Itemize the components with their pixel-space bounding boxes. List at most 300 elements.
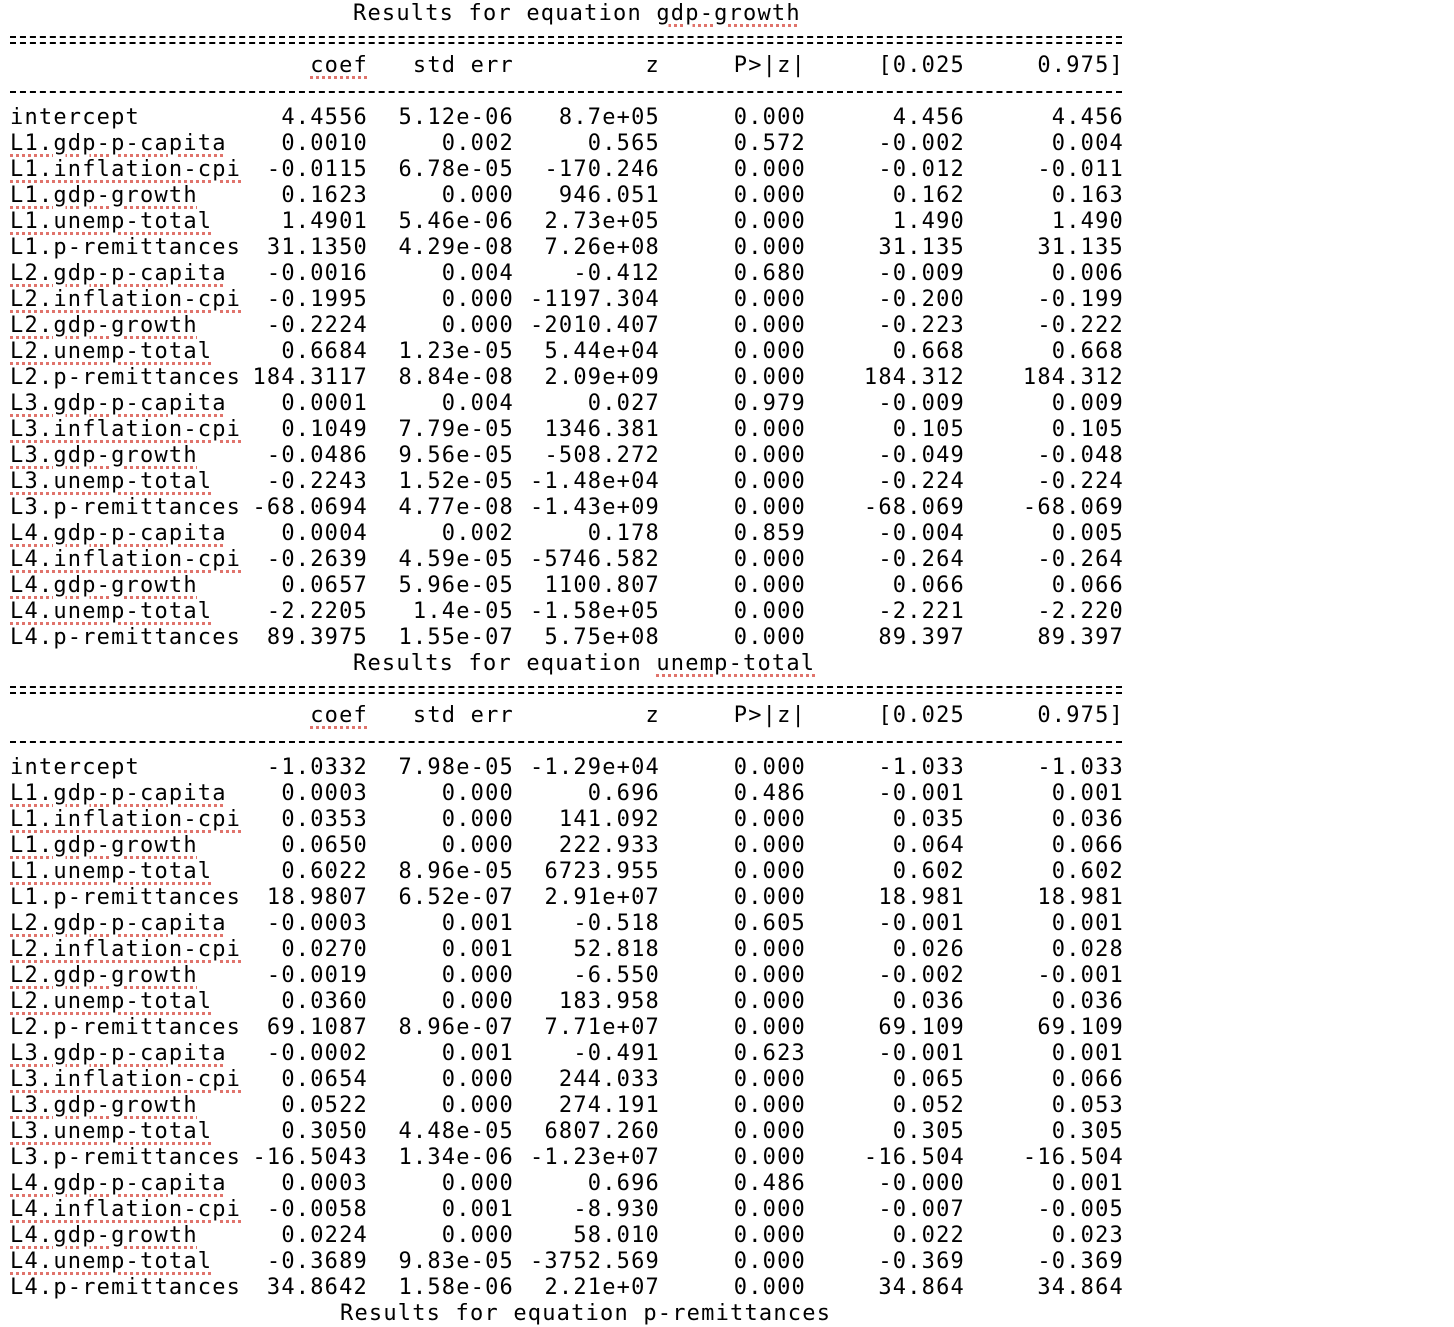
std-err-value: 0.001 xyxy=(441,937,514,962)
z-value: 1346.381 xyxy=(544,417,660,442)
table-row xyxy=(10,833,1124,859)
ci-high-value: 0.066 xyxy=(1051,833,1124,858)
table-row xyxy=(10,209,1124,235)
table-row xyxy=(10,911,1124,937)
std-err-value: 0.002 xyxy=(441,521,514,546)
coef-value: 4.4556 xyxy=(281,105,368,130)
coef-value: -0.0019 xyxy=(266,963,368,988)
ci-high-value: 89.397 xyxy=(1037,625,1124,650)
std-err-value: 0.000 xyxy=(441,1067,514,1092)
coef-value: 31.1350 xyxy=(266,235,368,260)
ci-high-value: -2.220 xyxy=(1037,599,1124,624)
variable-name xyxy=(10,313,240,339)
ci-high-value: 31.135 xyxy=(1037,235,1124,260)
table-row xyxy=(10,287,1124,313)
ci-high-value: 0.668 xyxy=(1051,339,1124,364)
single-rule xyxy=(10,729,1122,755)
ci-low-value: -0.000 xyxy=(878,1171,965,1196)
p-value: 0.000 xyxy=(733,1015,806,1040)
std-err-value: 0.000 xyxy=(441,833,514,858)
ci-low-value: 0.064 xyxy=(892,833,965,858)
ci-low-value: 89.397 xyxy=(878,625,965,650)
ci-low-value: 0.052 xyxy=(892,1093,965,1118)
variable-name-text: L3.gdp-p-capita xyxy=(10,1041,227,1066)
table-row xyxy=(10,1093,1124,1119)
std-err-value: 1.4e-05 xyxy=(412,599,514,624)
table-row xyxy=(10,885,1124,911)
regression-results-output xyxy=(10,1,1124,1327)
p-value: 0.000 xyxy=(733,157,806,182)
variable-name-text: L4.gdp-p-capita xyxy=(10,1171,227,1196)
p-value: 0.000 xyxy=(733,287,806,312)
ci-high-value: 34.864 xyxy=(1037,1275,1124,1300)
z-value: -6.550 xyxy=(573,963,660,988)
variable-name xyxy=(10,989,240,1015)
p-value: 0.000 xyxy=(733,235,806,260)
table-header xyxy=(10,53,1124,79)
z-value: 5.44e+04 xyxy=(544,339,660,364)
ci-high-value: -0.005 xyxy=(1037,1197,1124,1222)
variable-name-text: L4.gdp-growth xyxy=(10,573,198,598)
ci-low-value: 184.312 xyxy=(863,365,965,390)
ci-low-value: -0.200 xyxy=(878,287,965,312)
p-value: 0.486 xyxy=(733,781,806,806)
std-err-value: 1.58e-06 xyxy=(398,1275,514,1300)
z-value: 0.696 xyxy=(587,1171,660,1196)
variable-name xyxy=(10,937,240,963)
variable-name xyxy=(10,755,240,781)
variable-name xyxy=(10,183,240,209)
z-value: -2010.407 xyxy=(529,313,660,338)
table-row xyxy=(10,1041,1124,1067)
coef-value: -0.2639 xyxy=(266,547,368,572)
p-value: 0.000 xyxy=(733,183,806,208)
table-row xyxy=(10,1067,1124,1093)
ci-low-value: -0.007 xyxy=(878,1197,965,1222)
ci-high-value: -0.011 xyxy=(1037,157,1124,182)
variable-name xyxy=(10,859,240,885)
table-row xyxy=(10,599,1124,625)
coef-value: -68.0694 xyxy=(252,495,368,520)
variable-name xyxy=(10,573,240,599)
ci-low-value: -1.033 xyxy=(878,755,965,780)
header-label: coef xyxy=(310,53,368,78)
variable-name xyxy=(10,1067,240,1093)
std-err-value: 1.52e-05 xyxy=(398,469,514,494)
p-value: 0.000 xyxy=(733,1067,806,1092)
table-row xyxy=(10,443,1124,469)
ci-high-value: 0.602 xyxy=(1051,859,1124,884)
std-err-value: 0.004 xyxy=(441,391,514,416)
ci-low-value: -0.001 xyxy=(878,911,965,936)
table-row xyxy=(10,365,1124,391)
p-value: 0.000 xyxy=(733,885,806,910)
ci-high-value: -0.264 xyxy=(1037,547,1124,572)
p-value: 0.000 xyxy=(733,1119,806,1144)
p-value: 0.000 xyxy=(733,859,806,884)
variable-name xyxy=(10,235,240,261)
double-rule xyxy=(10,677,1122,703)
coef-value: 0.3050 xyxy=(281,1119,368,1144)
variable-name xyxy=(10,911,240,937)
variable-name-text: L2.unemp-total xyxy=(10,339,213,364)
variable-name xyxy=(10,339,240,365)
table-row xyxy=(10,469,1124,495)
variable-name-text: L3.gdp-p-capita xyxy=(10,391,227,416)
ci-low-value: -0.002 xyxy=(878,131,965,156)
header-cell: std err xyxy=(412,53,514,78)
std-err-value: 0.004 xyxy=(441,261,514,286)
variable-name xyxy=(10,599,240,625)
ci-high-value: 0.066 xyxy=(1051,1067,1124,1092)
ci-low-value: 4.456 xyxy=(892,105,965,130)
coef-value: -0.0115 xyxy=(266,157,368,182)
ci-high-value: 0.028 xyxy=(1051,937,1124,962)
table-row xyxy=(10,573,1124,599)
p-value: 0.000 xyxy=(733,1275,806,1300)
std-err-value: 0.000 xyxy=(441,963,514,988)
table-row xyxy=(10,339,1124,365)
coef-value: 0.6022 xyxy=(281,859,368,884)
table-row xyxy=(10,521,1124,547)
variable-name xyxy=(10,1041,240,1067)
z-value: -3752.569 xyxy=(529,1249,660,1274)
ci-low-value: 0.602 xyxy=(892,859,965,884)
header-cell: P>|z| xyxy=(733,53,806,78)
coef-value: 0.0360 xyxy=(281,989,368,1014)
ci-low-value: -0.009 xyxy=(878,261,965,286)
equation-title-prefix: Results for equation xyxy=(353,651,657,676)
coef-value: 0.1623 xyxy=(281,183,368,208)
std-err-value: 8.84e-08 xyxy=(398,365,514,390)
table-row xyxy=(10,131,1124,157)
variable-name xyxy=(10,1249,240,1275)
ci-high-value: 0.001 xyxy=(1051,911,1124,936)
table-row xyxy=(10,417,1124,443)
table-row xyxy=(10,235,1124,261)
std-err-value: 8.96e-05 xyxy=(398,859,514,884)
std-err-value: 0.000 xyxy=(441,1171,514,1196)
p-value: 0.000 xyxy=(733,1223,806,1248)
variable-name xyxy=(10,833,240,859)
p-value: 0.623 xyxy=(733,1041,806,1066)
p-value: 0.000 xyxy=(733,209,806,234)
variable-name xyxy=(10,365,240,391)
coef-value: 89.3975 xyxy=(266,625,368,650)
p-value: 0.000 xyxy=(733,339,806,364)
ci-high-value: 18.981 xyxy=(1037,885,1124,910)
variable-name xyxy=(10,1197,240,1223)
variable-name xyxy=(10,1145,240,1171)
ci-high-value: -0.001 xyxy=(1037,963,1124,988)
equation-name: unemp-total xyxy=(656,651,816,676)
p-value: 0.000 xyxy=(733,573,806,598)
equation-title xyxy=(10,651,1124,677)
p-value: 0.859 xyxy=(733,521,806,546)
table-row xyxy=(10,1119,1124,1145)
std-err-value: 0.000 xyxy=(441,183,514,208)
ci-low-value: 1.490 xyxy=(892,209,965,234)
ci-low-value: -0.004 xyxy=(878,521,965,546)
variable-name xyxy=(10,209,240,235)
ci-high-value: 0.004 xyxy=(1051,131,1124,156)
ci-high-value: 0.009 xyxy=(1051,391,1124,416)
coef-value: 0.0010 xyxy=(281,131,368,156)
variable-name-text: L1.gdp-p-capita xyxy=(10,131,227,156)
ci-high-value: -1.033 xyxy=(1037,755,1124,780)
coef-value: 0.0353 xyxy=(281,807,368,832)
std-err-value: 9.56e-05 xyxy=(398,443,514,468)
variable-name xyxy=(10,963,240,989)
coef-value: -0.0016 xyxy=(266,261,368,286)
variable-name-text: L3.unemp-total xyxy=(10,1119,213,1144)
ci-low-value: -0.009 xyxy=(878,391,965,416)
table-row xyxy=(10,157,1124,183)
ci-low-value: 0.668 xyxy=(892,339,965,364)
z-value: 2.73e+05 xyxy=(544,209,660,234)
std-err-value: 4.48e-05 xyxy=(398,1119,514,1144)
p-value: 0.000 xyxy=(733,443,806,468)
variable-name-text: L2.gdp-growth xyxy=(10,313,198,338)
ci-low-value: -0.001 xyxy=(878,1041,965,1066)
variable-name-text: L2.p-remittances xyxy=(10,365,242,390)
variable-name-text: L4.gdp-growth xyxy=(10,1223,198,1248)
ci-high-value: -0.224 xyxy=(1037,469,1124,494)
variable-name xyxy=(10,781,240,807)
z-value: -1197.304 xyxy=(529,287,660,312)
coef-value: 0.0003 xyxy=(281,1171,368,1196)
variable-name-text: L1.gdp-p-capita xyxy=(10,781,227,806)
coef-value: -0.1995 xyxy=(266,287,368,312)
z-value: 0.696 xyxy=(587,781,660,806)
variable-name-text: intercept xyxy=(10,105,141,130)
equation-name: gdp-growth xyxy=(656,1,801,26)
ci-low-value: -0.012 xyxy=(878,157,965,182)
ci-low-value: 0.035 xyxy=(892,807,965,832)
variable-name xyxy=(10,261,240,287)
variable-name xyxy=(10,625,240,651)
z-value: 7.71e+07 xyxy=(544,1015,660,1040)
p-value: 0.000 xyxy=(733,1093,806,1118)
p-value: 0.000 xyxy=(733,625,806,650)
coef-value: -0.0486 xyxy=(266,443,368,468)
variable-name xyxy=(10,521,240,547)
std-err-value: 5.96e-05 xyxy=(398,573,514,598)
variable-name-text: intercept xyxy=(10,755,141,780)
variable-name xyxy=(10,547,240,573)
variable-name-text: L4.unemp-total xyxy=(10,599,213,624)
variable-name-text: L4.inflation-cpi xyxy=(10,1197,242,1222)
std-err-value: 0.001 xyxy=(441,911,514,936)
coef-value: 69.1087 xyxy=(266,1015,368,1040)
ci-high-value: -0.199 xyxy=(1037,287,1124,312)
variable-name-text: L4.p-remittances xyxy=(10,1275,242,1300)
variable-name xyxy=(10,105,240,131)
coef-value: -16.5043 xyxy=(252,1145,368,1170)
z-value: -170.246 xyxy=(544,157,660,182)
variable-name-text: L1.p-remittances xyxy=(10,885,242,910)
variable-name xyxy=(10,469,240,495)
ci-low-value: -16.504 xyxy=(863,1145,965,1170)
ci-high-value: 69.109 xyxy=(1037,1015,1124,1040)
variable-name xyxy=(10,495,240,521)
coef-value: 0.0654 xyxy=(281,1067,368,1092)
coef-value: -1.0332 xyxy=(266,755,368,780)
p-value: 0.000 xyxy=(733,755,806,780)
coef-value: 0.0522 xyxy=(281,1093,368,1118)
ci-high-value: 0.105 xyxy=(1051,417,1124,442)
z-value: 141.092 xyxy=(558,807,660,832)
ci-high-value: -68.069 xyxy=(1022,495,1124,520)
equation-title-prefix: Results for equation xyxy=(353,1,657,26)
coef-value: -0.0058 xyxy=(266,1197,368,1222)
header-label: coef xyxy=(310,703,368,728)
single-rule xyxy=(10,79,1122,105)
p-value: 0.000 xyxy=(733,989,806,1014)
p-value: 0.000 xyxy=(733,833,806,858)
z-value: -0.412 xyxy=(573,261,660,286)
coef-value: -0.0003 xyxy=(266,911,368,936)
table-row xyxy=(10,937,1124,963)
variable-name-text: L3.p-remittances xyxy=(10,1145,242,1170)
table-header xyxy=(10,703,1124,729)
ci-low-value: 0.065 xyxy=(892,1067,965,1092)
ci-low-value: -0.369 xyxy=(878,1249,965,1274)
table-row xyxy=(10,755,1124,781)
table-row xyxy=(10,261,1124,287)
variable-name xyxy=(10,157,240,183)
p-value: 0.979 xyxy=(733,391,806,416)
variable-name-text: L1.unemp-total xyxy=(10,209,213,234)
std-err-value: 7.98e-05 xyxy=(398,755,514,780)
header-cell: [0.025 xyxy=(878,53,965,78)
double-rule xyxy=(10,27,1122,53)
variable-name-text: L4.p-remittances xyxy=(10,625,242,650)
z-value: 0.027 xyxy=(587,391,660,416)
ci-low-value: 31.135 xyxy=(878,235,965,260)
std-err-value: 6.52e-07 xyxy=(398,885,514,910)
variable-name xyxy=(10,1171,240,1197)
variable-name xyxy=(10,1093,240,1119)
z-value: -1.43e+09 xyxy=(529,495,660,520)
table-row xyxy=(10,1197,1124,1223)
variable-name-text: L2.inflation-cpi xyxy=(10,937,242,962)
table-row xyxy=(10,1249,1124,1275)
z-value: 2.09e+09 xyxy=(544,365,660,390)
z-value: 244.033 xyxy=(558,1067,660,1092)
variable-name xyxy=(10,287,240,313)
table-row xyxy=(10,807,1124,833)
variable-name-text: L1.inflation-cpi xyxy=(10,157,242,182)
p-value: 0.680 xyxy=(733,261,806,286)
coef-value: 0.0650 xyxy=(281,833,368,858)
z-value: 8.7e+05 xyxy=(558,105,660,130)
z-value: -508.272 xyxy=(544,443,660,468)
variable-name-text: L1.inflation-cpi xyxy=(10,807,242,832)
variable-name-text: L3.inflation-cpi xyxy=(10,417,242,442)
header-cell: z xyxy=(645,53,660,78)
header-cell: z xyxy=(645,703,660,728)
p-value: 0.000 xyxy=(733,495,806,520)
ci-low-value: 0.162 xyxy=(892,183,965,208)
p-value: 0.605 xyxy=(733,911,806,936)
p-value: 0.000 xyxy=(733,599,806,624)
z-value: 2.21e+07 xyxy=(544,1275,660,1300)
table-row xyxy=(10,495,1124,521)
z-value: 946.051 xyxy=(558,183,660,208)
ci-low-value: 69.109 xyxy=(878,1015,965,1040)
ci-high-value: 1.490 xyxy=(1051,209,1124,234)
table-row xyxy=(10,1145,1124,1171)
table-row xyxy=(10,781,1124,807)
variable-name-text: L2.p-remittances xyxy=(10,1015,242,1040)
table-row xyxy=(10,1275,1124,1301)
coef-value: 0.0224 xyxy=(281,1223,368,1248)
variable-name-text: L1.gdp-growth xyxy=(10,183,198,208)
z-value: 222.933 xyxy=(558,833,660,858)
header-cell: 0.975] xyxy=(1037,53,1124,78)
z-value: 58.010 xyxy=(573,1223,660,1248)
std-err-value: 1.55e-07 xyxy=(398,625,514,650)
variable-name-text: L4.unemp-total xyxy=(10,1249,213,1274)
z-value: 183.958 xyxy=(558,989,660,1014)
z-value: -5746.582 xyxy=(529,547,660,572)
z-value: 6807.260 xyxy=(544,1119,660,1144)
p-value: 0.000 xyxy=(733,1145,806,1170)
std-err-value: 0.000 xyxy=(441,1223,514,1248)
ci-low-value: -0.224 xyxy=(878,469,965,494)
variable-name xyxy=(10,391,240,417)
ci-low-value: 0.036 xyxy=(892,989,965,1014)
coef-value: 0.0270 xyxy=(281,937,368,962)
std-err-value: 0.002 xyxy=(441,131,514,156)
std-err-value: 5.12e-06 xyxy=(398,105,514,130)
z-value: -0.518 xyxy=(573,911,660,936)
header-cell: [0.025 xyxy=(878,703,965,728)
std-err-value: 8.96e-07 xyxy=(398,1015,514,1040)
ci-high-value: 0.066 xyxy=(1051,573,1124,598)
ci-high-value: -0.222 xyxy=(1037,313,1124,338)
std-err-value: 7.79e-05 xyxy=(398,417,514,442)
z-value: 52.818 xyxy=(573,937,660,962)
coef-value: -0.3689 xyxy=(266,1249,368,1274)
variable-name-text: L1.gdp-growth xyxy=(10,833,198,858)
variable-name-text: L3.gdp-growth xyxy=(10,443,198,468)
variable-name xyxy=(10,1223,240,1249)
variable-name xyxy=(10,885,240,911)
header-cell: P>|z| xyxy=(733,703,806,728)
variable-name-text: L1.unemp-total xyxy=(10,859,213,884)
ci-high-value: -16.504 xyxy=(1022,1145,1124,1170)
variable-name-text: L2.inflation-cpi xyxy=(10,287,242,312)
ci-low-value: 0.066 xyxy=(892,573,965,598)
coef-value: -0.0002 xyxy=(266,1041,368,1066)
ci-high-value: 0.005 xyxy=(1051,521,1124,546)
variable-name xyxy=(10,1119,240,1145)
ci-high-value: 0.001 xyxy=(1051,781,1124,806)
std-err-value: 0.000 xyxy=(441,807,514,832)
ci-low-value: -68.069 xyxy=(863,495,965,520)
z-value: 0.565 xyxy=(587,131,660,156)
variable-name-text: L2.gdp-p-capita xyxy=(10,261,227,286)
std-err-value: 0.000 xyxy=(441,989,514,1014)
variable-name-text: L2.gdp-growth xyxy=(10,963,198,988)
p-value: 0.000 xyxy=(733,105,806,130)
ci-high-value: 0.001 xyxy=(1051,1041,1124,1066)
p-value: 0.000 xyxy=(733,937,806,962)
variable-name-text: L1.p-remittances xyxy=(10,235,242,260)
header-cell xyxy=(240,703,368,729)
